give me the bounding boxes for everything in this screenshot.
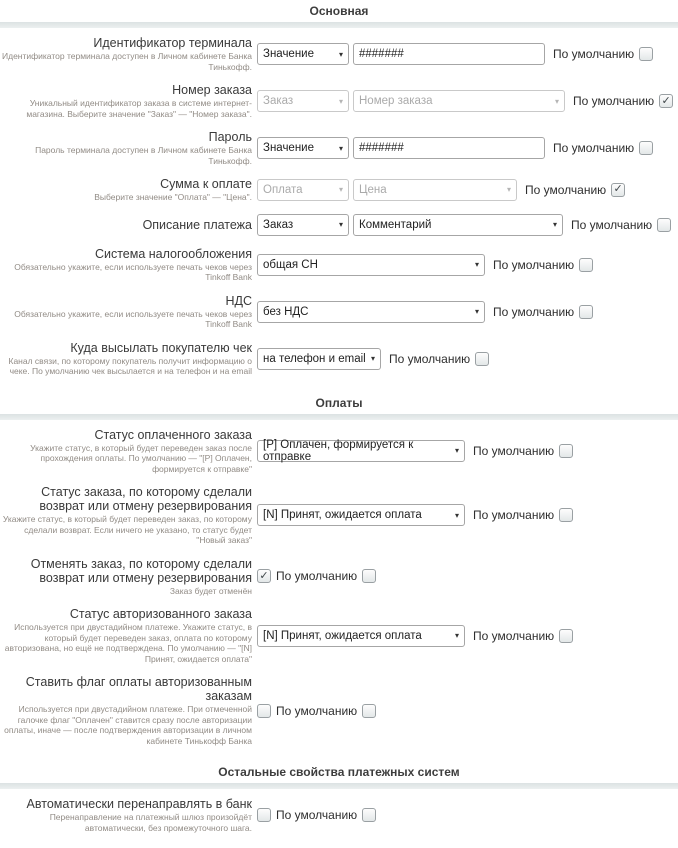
select-value: Номер заказа [359, 95, 433, 107]
chevron-down-icon: ▾ [370, 354, 375, 363]
field-label: НДС [225, 293, 252, 308]
default-checkbox[interactable] [659, 94, 673, 108]
default-label: По умолчанию [571, 217, 653, 232]
tax-system-select[interactable] [257, 254, 485, 276]
chevron-down-icon: ▾ [338, 220, 343, 229]
receipt-channel-select[interactable] [257, 348, 381, 370]
row-refund-status [0, 485, 678, 546]
select-value: [N] Принят, ожидается оплата [263, 629, 422, 642]
field-label: Куда высылать покупателю чек [70, 340, 252, 355]
default-label: По умолчанию [573, 94, 655, 108]
default-checkbox[interactable] [362, 704, 376, 718]
vat-select[interactable] [257, 301, 485, 323]
default-checkbox[interactable] [559, 629, 573, 643]
paid-flag-checkbox[interactable] [257, 704, 271, 718]
field-label: Статус заказа, по которому сделали возврат или отмену резервирования [39, 485, 252, 513]
section-title: Остальные свойства платежных систем [218, 765, 460, 779]
field-hint: Укажите статус, в который будет переведен заказ, по которому сделали возврат. Если ничего не указано, то статус будет "Новый заказ" [2, 514, 252, 545]
terminal-id-input[interactable] [353, 43, 545, 65]
field-hint: Пароль терминала доступен в Личном кабинете Банка Тинькофф. [35, 145, 252, 166]
select-value: Комментарий [359, 218, 432, 231]
amount-select[interactable] [353, 179, 517, 201]
row-auto-redirect [0, 797, 678, 833]
field-label: Сумма к оплате [160, 177, 252, 191]
value-type-select[interactable] [257, 179, 349, 201]
default-label: По умолчанию [389, 351, 471, 366]
auto-redirect-checkbox[interactable] [257, 808, 271, 822]
field-hint: Обязательно укажите, если используете печать чеков через Tinkoff Bank [14, 308, 252, 329]
refund-status-select[interactable] [257, 504, 465, 526]
select-value: без НДС [263, 305, 309, 318]
field-hint: Выберите значение "Оплата" — "Цена". [94, 192, 252, 202]
section-title: Основная [309, 4, 369, 18]
field-hint: Заказ будет отменён [169, 585, 252, 596]
section-payments [0, 388, 678, 747]
row-cancel-on-refund [0, 557, 678, 597]
default-label: По умолчанию [473, 508, 555, 523]
default-checkbox[interactable] [639, 141, 653, 155]
chevron-down-icon: ▾ [454, 446, 459, 456]
chevron-down-icon: ▾ [506, 185, 511, 195]
select-value: [N] Принят, ожидается оплата [263, 509, 422, 522]
field-label: Автоматически перенаправлять в банк [26, 797, 252, 811]
select-value: [P] Оплачен, формируется к отправке [263, 438, 414, 463]
field-label: Пароль [208, 130, 252, 144]
field-hint: Идентификатор терминала доступен в Личном кабинете Банка Тинькофф. [2, 51, 252, 72]
chevron-down-icon: ▾ [338, 143, 343, 153]
field-hint: Используется при двустадийном платеже. Укажите статус, в который будет переведен заказ, оплата по которому авторизована, но ещё не подтверждена. По умолчанию — "[N] Принят, ожидается оплата" [4, 622, 252, 664]
field-hint: Используется при двустадийном платеже. При отмеченной галочке флаг "Оплачен" ставится сразу после авторизации оплаты, иначе — после подтверждения авторизации в личном кабинете Тинькофф Банка [4, 704, 252, 746]
row-paid-flag [0, 675, 678, 746]
select-value: Заказ [263, 218, 294, 231]
chevron-down-icon: ▾ [338, 96, 343, 106]
default-checkbox[interactable] [559, 444, 573, 458]
default-label: По умолчанию [553, 47, 635, 61]
section-main [0, 0, 678, 377]
select-value: Заказ [263, 95, 294, 107]
description-select[interactable] [353, 214, 563, 236]
section-title: Оплаты [315, 395, 363, 410]
chevron-down-icon: ▾ [474, 307, 479, 316]
field-label: Статус авторизованного заказа [69, 607, 252, 621]
field-hint: Обязательно укажите, если используете печать чеков через Tinkoff Bank [14, 261, 252, 282]
field-hint: Перенаправление на платежный шлюз произойдёт автоматически, без промежуточного шага. [49, 812, 252, 833]
password-input[interactable] [353, 137, 545, 159]
default-label: По умолчанию [525, 182, 607, 197]
chevron-down-icon: ▾ [338, 185, 343, 195]
field-label: Описание платежа [142, 217, 252, 232]
value-type-select[interactable] [257, 137, 349, 159]
default-label: По умолчанию [276, 808, 358, 822]
default-label: По умолчанию [276, 569, 358, 584]
row-payment-description [0, 214, 678, 236]
row-terminal-id [0, 36, 678, 72]
default-checkbox[interactable] [559, 508, 573, 522]
default-checkbox[interactable] [362, 808, 376, 822]
default-checkbox[interactable] [579, 305, 593, 319]
chevron-down-icon: ▾ [554, 96, 559, 106]
section-other [0, 757, 678, 833]
authorized-status-select[interactable] [257, 625, 465, 647]
field-hint: Укажите статус, в который будет переведен заказ после прохождения оплаты. По умолчанию — "[P] Оплачен, формируется к отправке" [30, 442, 252, 474]
select-value: общая СН [263, 258, 318, 271]
field-label: Идентификатор терминала [93, 36, 252, 50]
section-divider [0, 783, 678, 789]
row-password [0, 130, 678, 166]
default-label: По умолчанию [473, 628, 555, 643]
select-value: Значение [263, 142, 314, 154]
row-tax-system [0, 247, 678, 283]
default-checkbox[interactable] [657, 218, 671, 232]
value-type-select[interactable] [257, 43, 349, 65]
row-receipt-channel [0, 341, 678, 377]
default-checkbox[interactable] [639, 47, 653, 61]
value-type-select[interactable] [257, 90, 349, 112]
default-checkbox[interactable] [475, 352, 489, 366]
paid-status-select[interactable] [257, 440, 465, 462]
chevron-down-icon: ▾ [338, 49, 343, 59]
field-label: Система налогообложения [94, 246, 252, 261]
select-value: Значение [263, 48, 314, 60]
row-vat [0, 294, 678, 330]
select-value: Оплата [263, 183, 303, 196]
default-label: По умолчанию [493, 304, 575, 319]
row-amount [0, 177, 678, 203]
field-label: Номер заказа [172, 83, 252, 97]
chevron-down-icon: ▾ [552, 220, 557, 229]
chevron-down-icon: ▾ [454, 631, 459, 640]
chevron-down-icon: ▾ [454, 510, 459, 520]
row-paid-status [0, 428, 678, 475]
field-label: Отменять заказ, по которому сделали возврат или отмену резервирования [30, 556, 252, 585]
select-value: на телефон и email [263, 352, 366, 365]
default-checkbox[interactable] [362, 569, 376, 583]
order-number-select[interactable] [353, 90, 565, 112]
section-divider [0, 22, 678, 28]
default-label: По умолчанию [473, 443, 555, 458]
default-label: По умолчанию [276, 703, 358, 718]
chevron-down-icon: ▾ [474, 260, 479, 269]
row-authorized-status [0, 607, 678, 664]
field-label: Ставить флаг оплаты авторизованным заказам [25, 675, 252, 703]
default-label: По умолчанию [493, 257, 575, 272]
row-order-number [0, 83, 678, 119]
default-checkbox[interactable] [579, 258, 593, 272]
field-hint: Канал связи, по которому покупатель получит информацию о чеке. По умолчанию чек высылается и на телефон и на email [8, 355, 252, 376]
default-label: По умолчанию [553, 141, 635, 155]
value-type-select[interactable] [257, 214, 349, 236]
select-value: Цена [359, 183, 387, 196]
default-checkbox[interactable] [611, 183, 625, 197]
field-label: Статус оплаченного заказа [94, 427, 252, 442]
cancel-order-checkbox[interactable] [257, 569, 271, 583]
section-divider [0, 414, 678, 420]
field-hint: Уникальный идентификатор заказа в системе интернет-магазина. Выберите значение "Заказ" — "Номер заказа". [26, 98, 252, 119]
